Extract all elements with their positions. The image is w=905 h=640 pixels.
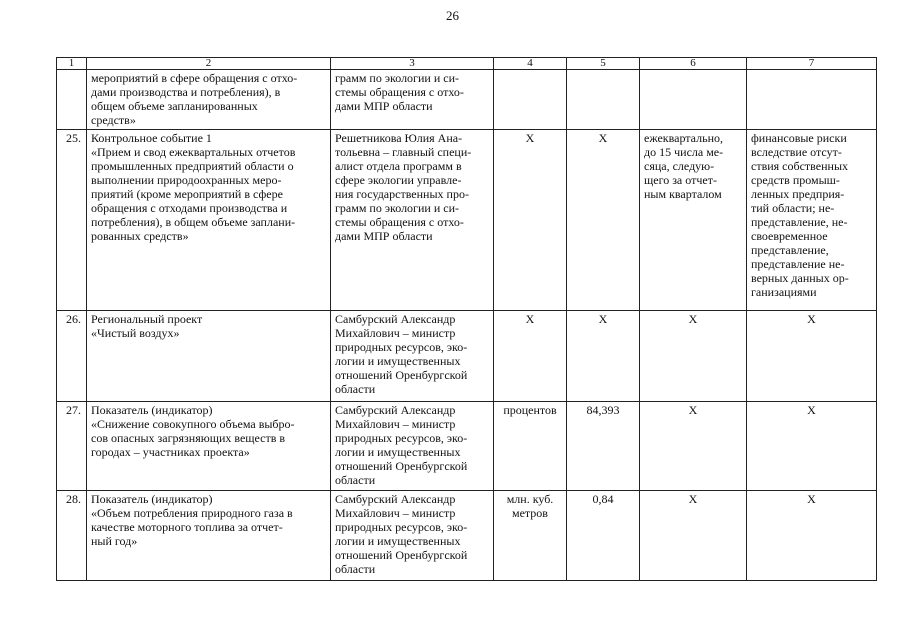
row-name: Показатель (индикатор) «Снижение совокупного объема выбро- сов опасных загрязняющих веществ в городах – участниках проекта» [87, 402, 331, 491]
page-number: 26 [446, 8, 459, 23]
row-number: 28. [57, 491, 87, 581]
row-risks: Х [747, 402, 877, 491]
header-cell: 3 [331, 58, 494, 70]
row-risks: финансовые риски вследствие отсут- ствия собственных средств промыш- ленных предприя- тий области; не- представление, не- своевременное представление, представление не- верных данных ор- ганизациями [747, 130, 877, 311]
row-deadline [640, 70, 747, 130]
row-responsible: Самбурский Александр Михайлович – министр природных ресурсов, эко- логии и имущественных отношений Оренбургской области [331, 402, 494, 491]
row-risks: Х [747, 491, 877, 581]
row-deadline: Х [640, 402, 747, 491]
row-unit: процентов [494, 402, 567, 491]
table-row [57, 130, 877, 311]
row-responsible: грамм по экологии и си- стемы обращения с отхо- дами МПР области [331, 70, 494, 130]
row-name: Региональный проект «Чистый воздух» [87, 311, 331, 402]
row-number: 25. [57, 130, 87, 311]
row-value: Х [567, 311, 640, 402]
table-header-row [57, 58, 877, 70]
row-value: Х [567, 130, 640, 311]
row-responsible: Решетникова Юлия Ана- тольевна – главный специ- алист отдела программ в сфере экологии управле- ния государственных про- грамм по экологии и си- стемы обращения с отхо- дами МПР области [331, 130, 494, 311]
row-name: Контрольное событие 1 «Прием и свод ежеквартальных отчетов промышленных предприятий области о выполнении природоохранных меро- приятий (кроме мероприятий в сфере обращения с отходами производства и потребления), в общем объеме заплани- рованных средств» [87, 130, 331, 311]
row-value: 84,393 [567, 402, 640, 491]
header-cell: 5 [567, 58, 640, 70]
row-deadline: ежеквартально, до 15 числа ме- сяца, следую- щего за отчет- ным кварталом [640, 130, 747, 311]
row-risks: Х [747, 311, 877, 402]
row-deadline: Х [640, 311, 747, 402]
row-unit: Х [494, 311, 567, 402]
row-name: Показатель (индикатор) «Объем потребления природного газа в качестве моторного топлива за отчет- ный год» [87, 491, 331, 581]
row-unit: Х [494, 130, 567, 311]
row-unit [494, 70, 567, 130]
row-number [57, 70, 87, 130]
header-cell: 1 [57, 58, 87, 70]
row-deadline: Х [640, 491, 747, 581]
row-value: 0,84 [567, 491, 640, 581]
row-risks [747, 70, 877, 130]
header-cell: 7 [747, 58, 877, 70]
header-cell: 4 [494, 58, 567, 70]
row-number: 27. [57, 402, 87, 491]
row-value [567, 70, 640, 130]
table-row [57, 311, 877, 402]
row-unit: млн. куб. метров [494, 491, 567, 581]
table-row [57, 70, 877, 130]
row-responsible: Самбурский Александр Михайлович – министр природных ресурсов, эко- логии и имущественных отношений Оренбургской области [331, 311, 494, 402]
header-cell: 6 [640, 58, 747, 70]
table-row [57, 491, 877, 581]
table-row [57, 402, 877, 491]
header-cell: 2 [87, 58, 331, 70]
plan-table [56, 57, 877, 581]
row-number: 26. [57, 311, 87, 402]
row-responsible: Самбурский Александр Михайлович – министр природных ресурсов, эко- логии и имущественных отношений Оренбургской области [331, 491, 494, 581]
row-name: мероприятий в сфере обращения с отхо- дами производства и потребления), в общем объеме запланированных средств» [87, 70, 331, 130]
